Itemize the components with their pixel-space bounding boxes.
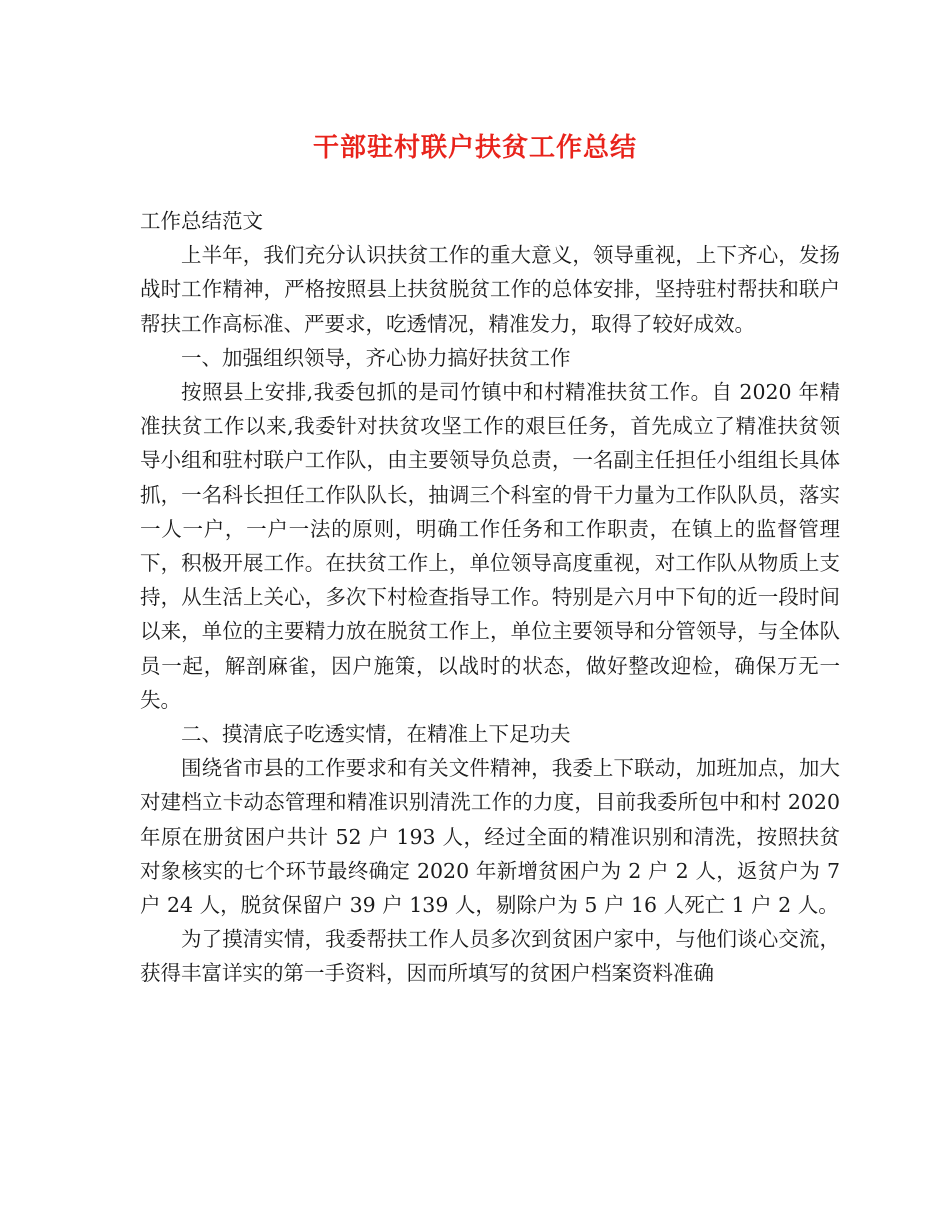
section-heading-2: 二、摸清底子吃透实情，在精准上下足功夫	[181, 722, 571, 747]
paragraph-subtitle: 工作总结范文	[140, 209, 263, 233]
paragraph-intro: 上半年，我们充分认识扶贫工作的重大意义，领导重视，上下齐心，发扬战时工作精神，严格按照县上扶贫脱贫工作的总体安排，坚持驻村帮扶和联户帮扶工作高标准、严要求，吃透情况，精准发力，取得了较好成效。	[140, 243, 840, 336]
paragraph-section-1: 按照县上安排,我委包抓的是司竹镇中和村精准扶贫工作。自 2020 年精准扶贫工作以来,我委针对扶贫攻坚工作的艰巨任务，首先成立了精准扶贫领导小组和驻村联户工作队，由主要领导负总责，一名副主任担任小组组长具体抓，一名科长担任工作队队长，抽调三个科室的骨干力量为工作队队员，落实一人一户，一户一法的原则，明确工作任务和工作职责，在镇上的监督管理下，积极开展工作。在扶贫工作上，单位领导高度重视，对工作队从物质上支持，从生活上关心，多次下村检查指导工作。特别是六月中下旬的近一段时间以来，单位的主要精力放在脱贫工作上，单位主要领导和分管领导，与全体队员一起，解剖麻雀，因户施策，以战时的状态，做好整改迎检，确保万无一失。	[140, 380, 840, 712]
document-body	[140, 204, 840, 991]
document-title: 干部驻村联户扶贫工作总结	[312, 133, 637, 163]
section-heading-1: 一、加强组织领导，齐心协力搞好扶贫工作	[181, 345, 571, 370]
paragraph-section-2-continued: 为了摸清实情，我委帮扶工作人员多次到贫困户家中，与他们谈心交流，获得丰富详实的第一手资料，因而所填写的贫困户档案资料准确	[140, 927, 840, 986]
paragraph-section-2: 围绕省市县的工作要求和有关文件精神，我委上下联动，加班加点，加大对建档立卡动态管理和精准识别清洗工作的力度，目前我委所包中和村 2020 年原在册贫困户共计 52 户 193 人，经过全面的精准识别和清洗，按照扶贫对象核实的七个环节最终确定 2020 年新增贫困户为 2 户 2 人，返贫户为 7 户 24 人，脱贫保留户 39 户 139 人，剔除户为 5 户 16 人死亡 1 户 2 人。	[140, 756, 840, 918]
